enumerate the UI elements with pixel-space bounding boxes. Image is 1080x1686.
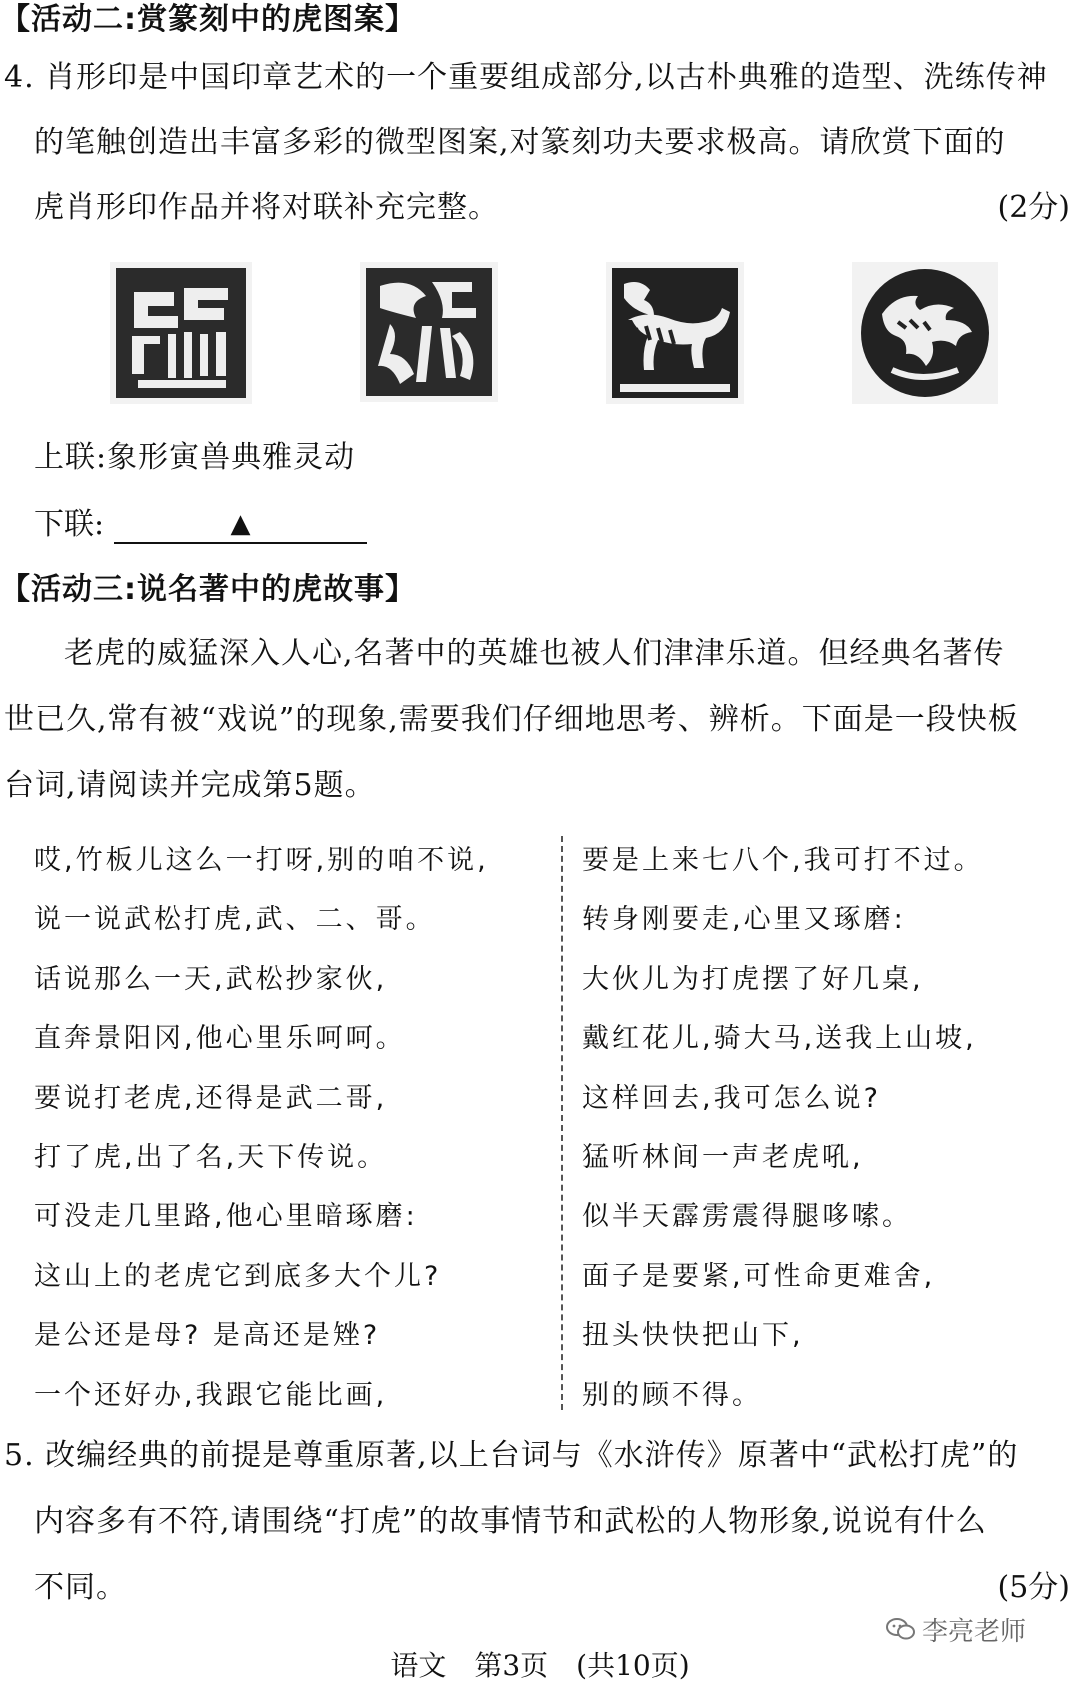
wechat-icon: [886, 1617, 916, 1648]
couplet-lower-label: 下联:: [34, 507, 105, 542]
watermark: [886, 1611, 1026, 1648]
activity2-heading: 【活动二:赏篆刻中的虎图案】: [0, 2, 416, 37]
poem-left-line: 要说打老虎,还得是武二哥,: [34, 1082, 388, 1114]
intro-line-1: 老虎的威猛深入人心,名著中的英雄也被人们津津乐道。但经典名著传: [64, 636, 1005, 671]
square-tiger-seal-icon-2: [360, 262, 498, 402]
poem-right-line: 猛听林间一声老虎吼,: [582, 1141, 864, 1173]
round-tiger-seal-icon: [852, 262, 998, 404]
poem-left-line: 话说那么一天,武松抄家伙,: [34, 963, 388, 995]
poem-right-line: 大伙儿为打虎摆了好几桌,: [582, 963, 924, 995]
poem-left-line: 可没走几里路,他心里暗琢磨:: [34, 1201, 418, 1233]
page-footer: 语文 第3页 (共10页): [390, 1649, 690, 1682]
poem-right-line: 要是上来七八个,我可打不过。: [582, 845, 984, 876]
seal-gallery: [0, 262, 1080, 412]
poem-left-line: 这山上的老虎它到底多大个儿?: [34, 1260, 442, 1292]
poem-right-line: 别的顾不得。: [582, 1379, 762, 1411]
question4-line-2: 的笔触创造出丰富多彩的微型图案,对篆刻功夫要求极高。请欣赏下面的: [34, 125, 1006, 160]
intro-line-3: 台词,请阅读并完成第5题。: [4, 768, 376, 803]
poem-left-line: 是公还是母? 是高还是矬?: [34, 1320, 381, 1352]
poem-right-line: 扭头快快把山下,: [582, 1320, 804, 1352]
watermark-text: 李亮老师: [922, 1617, 1027, 1647]
poem-right-line: 似半天霹雳震得腿哆嗦。: [582, 1201, 912, 1233]
question5-line-1: 5. 改编经典的前提是尊重原著,以上台词与《水浒传》原著中“武松打虎”的: [4, 1438, 1019, 1473]
question4-line-1: 4. 肖形印是中国印章艺术的一个重要组成部分,以古朴典雅的造型、洗练传神: [4, 60, 1048, 95]
couplet-lower-answer-blank[interactable]: ▲: [114, 505, 367, 544]
poem-left-line: 哎,竹板儿这么一打呀,别的咱不说,: [34, 845, 489, 876]
poem-left-line: 打了虎,出了名,天下传说。: [34, 1141, 388, 1173]
couplet-lower: [34, 505, 251, 545]
poem-left-column: [34, 831, 489, 1425]
poem-column-divider: [561, 836, 563, 1410]
question5-score: (5分): [997, 1570, 1070, 1605]
activity3-heading: 【活动三:说名著中的虎故事】: [0, 572, 416, 607]
square-tiger-seal-icon-3: [606, 262, 744, 404]
poem-left-line: 直奔景阳冈,他心里乐呵呵。: [34, 1023, 406, 1055]
poem-right-column: [582, 831, 984, 1425]
poem-right-line: 面子是要紧,可性命更难舍,: [582, 1260, 936, 1292]
square-tiger-seal-icon-1: [110, 262, 252, 404]
poem-right-line: 转身刚要走,心里又琢磨:: [582, 904, 906, 936]
poem-right-line: 这样回去,我可怎么说?: [582, 1082, 881, 1114]
poem-right-line: 戴红花儿,骑大马,送我上山坡,: [582, 1023, 977, 1055]
poem-left-line: 一个还好办,我跟它能比画,: [34, 1379, 388, 1411]
intro-line-2: 世已久,常有被“戏说”的现象,需要我们仔细地思考、辨析。下面是一段快板: [4, 702, 1019, 737]
question4-score: (2分): [997, 190, 1070, 225]
couplet-upper: 上联:象形寅兽典雅灵动: [34, 440, 356, 475]
question5-line-3: 不同。: [34, 1570, 127, 1605]
question4-line-3: 虎肖形印作品并将对联补充完整。: [34, 190, 499, 225]
poem-left-line: 说一说武松打虎,武、二、哥。: [34, 904, 436, 936]
question5-line-2: 内容多有不符,请围绕“打虎”的故事情节和武松的人物形象,说说有什么: [34, 1504, 987, 1539]
